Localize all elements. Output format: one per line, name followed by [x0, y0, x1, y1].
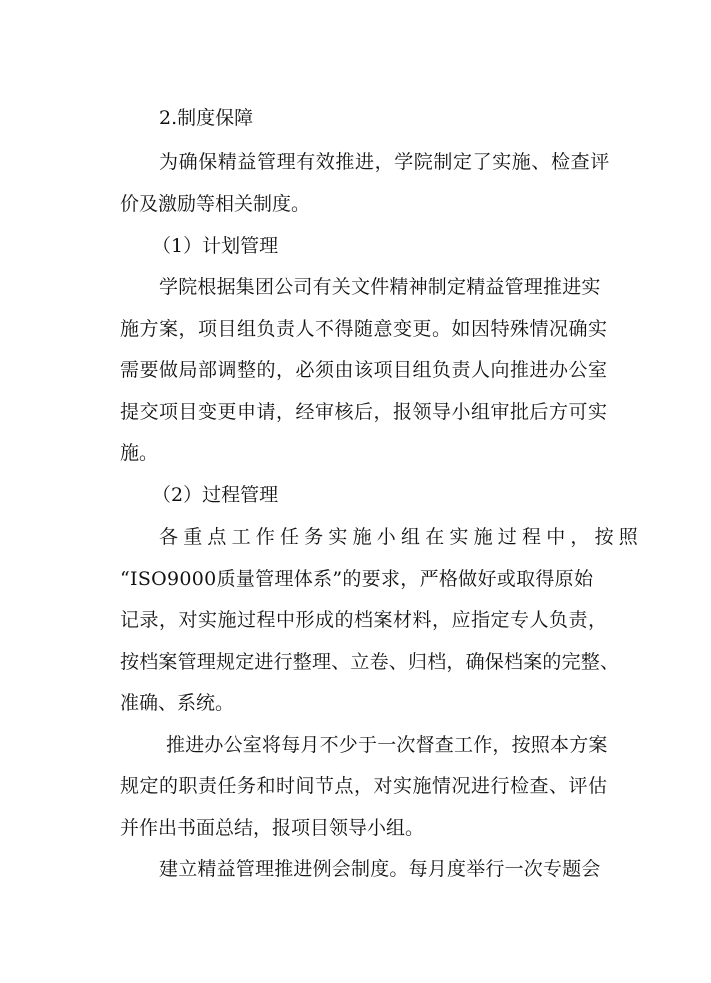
- process-management-heading: （2）过程管理: [152, 484, 279, 506]
- process-para2-line-3: 并作出书面总结，报项目领导小组。: [120, 817, 425, 839]
- process-para1-line-2: “ISO9000质量管理体系”的要求，严格做好或取得原始: [120, 568, 594, 590]
- process-para2-line-1: 推进办公室将每月不少于一次督查工作，按照本方案: [166, 734, 608, 756]
- section-heading: 2.制度保障: [159, 107, 254, 129]
- process-para2-line-2: 规定的职责任务和时间节点，对实施情况进行检查、评估: [120, 775, 608, 797]
- process-para3-line-1: 建立精益管理推进例会制度。每月度举行一次专题会: [159, 858, 601, 880]
- process-para1-line-1: 各重点工作任务实施小组在实施过程中，按照: [159, 526, 644, 548]
- plan-para-line-1: 学院根据集团公司有关文件精神制定精益管理推进实: [159, 276, 601, 298]
- process-para1-line-5: 准确、系统。: [120, 692, 235, 714]
- plan-para-line-2: 施方案，项目组负责人不得随意变更。如因特殊情况确实: [120, 318, 608, 340]
- plan-para-line-5: 施。: [120, 442, 159, 464]
- process-para1-line-3: 记录，对实施过程中形成的档案材料，应指定专人负责，: [120, 609, 608, 631]
- plan-para-line-4: 提交项目变更申请，经审核后，报领导小组审批后方可实: [120, 401, 608, 423]
- process-para1-line-4: 按档案管理规定进行整理、立卷、归档，确保档案的完整、: [120, 651, 620, 673]
- intro-line-2: 价及激励等相关制度。: [120, 193, 311, 215]
- intro-line-1: 为确保精益管理有效推进，学院制定了实施、检查评: [159, 151, 610, 173]
- plan-para-line-3: 需要做局部调整的，必须由该项目组负责人向推进办公室: [120, 359, 608, 381]
- plan-management-heading: （1）计划管理: [152, 235, 279, 257]
